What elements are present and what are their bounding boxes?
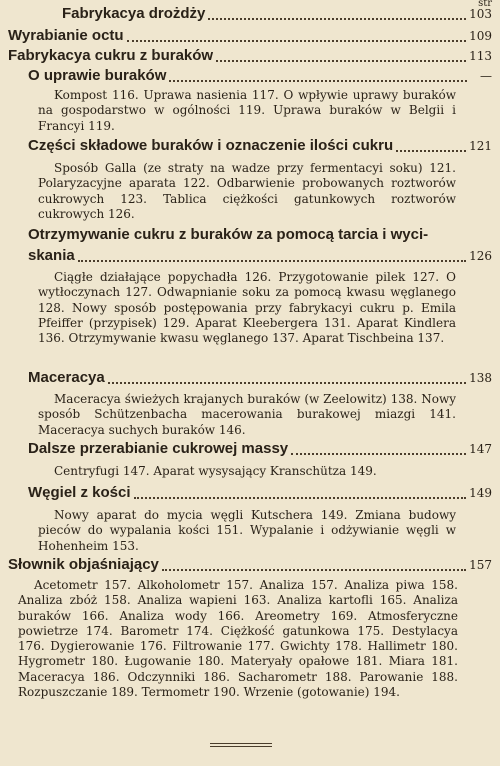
- entry-text: Nowy aparat do mycia węgli Kutschera 149. Zmiana budowy pieców do wypalania kości 151. Wypalanie i odżywianie węgli w Hohenheim 153.: [38, 508, 456, 553]
- leader-dots: [396, 150, 466, 152]
- leader-dots: [169, 80, 467, 82]
- leader-dots: [134, 497, 467, 499]
- entry-page: 157: [469, 558, 492, 572]
- toc-entry-extraction-line2: [28, 247, 492, 267]
- leader-dots: [162, 569, 466, 571]
- page-column-header: str: [478, 0, 492, 9]
- entry-text: Centryfugi 147. Aparat wysysający Kranschütza 149.: [54, 464, 377, 478]
- entry-title: O uprawie buraków: [28, 67, 167, 84]
- entry-page: 113: [469, 49, 492, 63]
- entry-text: Kompost 116. Uprawa nasienia 117. O wpływie uprawy buraków na gospodarstwo w ogólności 119. Uprawa buraków w Belgii i Francyi 119.: [38, 88, 456, 133]
- entry-title: Fabrykacya drożdży: [62, 5, 206, 22]
- toc-entry-maceration: [28, 369, 492, 389]
- entry-text: Sposób Galla (ze straty na wadze przy fermentacyi soku) 121. Polaryzacyjne aparata 122. Odbarwienie probowanych roztworów cukrowych 123. Tablica ciężkości gatunkowych roztworów cukrowych 126.: [38, 161, 456, 221]
- closing-rule: [210, 743, 272, 744]
- toc-entry-vinegar: [8, 27, 492, 47]
- leader-dots: [208, 18, 466, 20]
- leader-dots: [127, 40, 467, 42]
- toc-entry-yeast: [62, 5, 492, 25]
- entry-title: Dalsze przerabianie cukrowej massy: [28, 440, 289, 457]
- entry-title: Węgiel z kości: [28, 484, 131, 501]
- entry-title: Maceracya: [28, 369, 105, 386]
- entry-page: 138: [469, 371, 492, 385]
- entry-title: Części składowe buraków i oznaczenie ilości cukru: [28, 137, 394, 154]
- entry-title-continued: skania: [28, 247, 75, 264]
- leader-dots: [78, 260, 466, 262]
- entry-title: Fabrykacya cukru z buraków: [8, 47, 214, 64]
- toc-entry-bone-char: [28, 484, 492, 504]
- entry-page: 126: [469, 249, 492, 263]
- closing-rule: [210, 746, 272, 747]
- entry-title: Wyrabianie octu: [8, 27, 124, 44]
- leader-dots: [216, 60, 466, 62]
- entry-page: 103: [469, 7, 492, 21]
- entry-page: —: [480, 69, 492, 83]
- toc-entry-components: [28, 137, 492, 157]
- toc-entry-cultivation: [28, 67, 492, 87]
- entry-title: Otrzymywanie cukru z buraków za pomocą tarcia i wyci-: [28, 226, 429, 243]
- leader-dots: [291, 453, 466, 455]
- leader-dots: [108, 382, 466, 384]
- toc-entry-extraction-line1: [28, 226, 492, 246]
- toc-entry-glossary: [8, 556, 492, 576]
- entry-page: 147: [469, 442, 492, 456]
- toc-entry-processing: [28, 440, 492, 460]
- entry-text: Ciągłe działające popychadła 126. Przygotowanie pilek 127. O wytłoczynach 127. Odwapnianie soku za pomocą kwasu węglanego 128. Nowy sposób postępowania przy fabrykacyi cukru p. Emila Pfeiffer (przypisek) 129. Aparat Kleebergera 131. Aparat Kindlera 136. Otrzymywanie kwasu węglanego 137. Aparat Tischbeina 137.: [38, 270, 456, 346]
- entry-page: 121: [469, 139, 492, 153]
- entry-text: Acetometr 157. Alkoholometr 157. Analiza 157. Analiza piwa 158. Analiza zbóż 158. Analiza wapieni 163. Analiza kartofli 165. Analiza buraków 166. Analiza wody 166. Areometry 169. Atmosferyczne powietrze 174. Barometr 174. Ciężkość gatunkowa 175. Destylacya 176. Dygierowanie 176. Filtrowanie 177. Gwichty 178. Hallimetr 180. Hygrometr 180. Ługowanie 180. Materyały opałowe 181. Miara 181. Maceracya 186. Odczynniki 186. Sacharometr 188. Parowanie 188. Rozpuszczanie 189. Termometr 190. Wrzenie (gotowanie) 194.: [18, 578, 458, 700]
- entry-title: Słownik objaśniający: [8, 556, 159, 573]
- toc-entry-sugar: [8, 47, 492, 67]
- entry-page: 149: [469, 486, 492, 500]
- entry-page: 109: [469, 29, 492, 43]
- entry-text: Maceracya świeżych krajanych buraków (w Zeelowitz) 138. Nowy sposób Schützenbacha macerowania burakowej miazgi 141. Maceracya suchych buraków 146.: [38, 392, 456, 437]
